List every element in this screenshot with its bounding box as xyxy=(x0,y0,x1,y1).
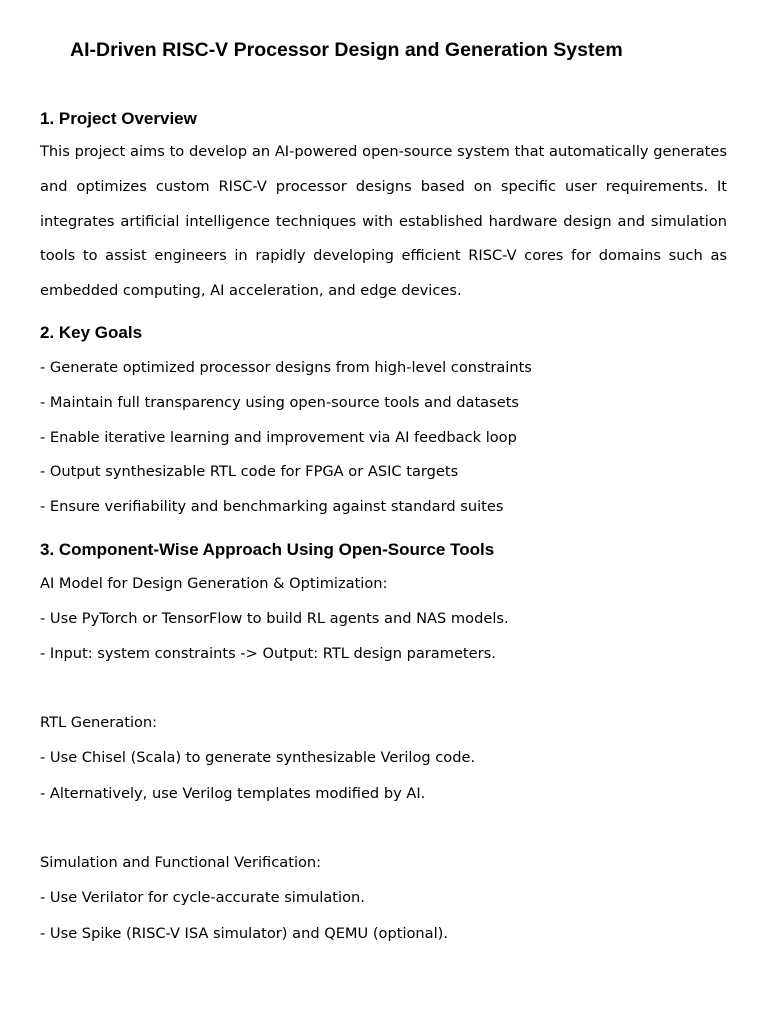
component-item: - Input: system constraints -> Output: RTL design parameters. xyxy=(40,645,496,662)
key-goal-item: - Generate optimized processor designs from high-level constraints xyxy=(40,359,532,376)
component-item: - Use Verilator for cycle-accurate simulation. xyxy=(40,889,365,906)
section-heading-component-approach: 3. Component-Wise Approach Using Open-Source Tools xyxy=(40,540,495,559)
key-goal-item: - Maintain full transparency using open-source tools and datasets xyxy=(40,394,520,411)
component-item: - Use Chisel (Scala) to generate synthesizable Verilog code. xyxy=(40,749,476,766)
component-group-label: AI Model for Design Generation & Optimization: xyxy=(40,575,388,592)
section-heading-key-goals: 2. Key Goals xyxy=(40,323,143,342)
key-goal-item: - Output synthesizable RTL code for FPGA or ASIC targets xyxy=(40,463,459,480)
component-group-label: RTL Generation: xyxy=(40,714,158,731)
project-overview-paragraph: This project aims to develop an AI-powered open-source system that automatically generates and optimizes custom RISC-V processor designs based on specific user requirements. It integrates artificial intelligence techniques with established hardware design and simulation tools to assist engineers in rapidly developing efficient RISC-V cores for domains such as embedded computing, AI acceleration, and edge devices. xyxy=(40,143,727,299)
component-item: - Use PyTorch or TensorFlow to build RL agents and NAS models. xyxy=(40,610,509,627)
component-group-label: Simulation and Functional Verification: xyxy=(40,854,322,871)
section-heading-project-overview: 1. Project Overview xyxy=(40,109,197,128)
document-title: AI-Driven RISC-V Processor Design and Generation System xyxy=(70,39,623,61)
component-item: - Alternatively, use Verilog templates modified by AI. xyxy=(40,785,426,802)
key-goal-item: - Ensure verifiability and benchmarking against standard suites xyxy=(40,498,504,515)
component-item: - Use Spike (RISC-V ISA simulator) and QEMU (optional). xyxy=(40,925,449,942)
key-goal-item: - Enable iterative learning and improvement via AI feedback loop xyxy=(40,429,517,446)
